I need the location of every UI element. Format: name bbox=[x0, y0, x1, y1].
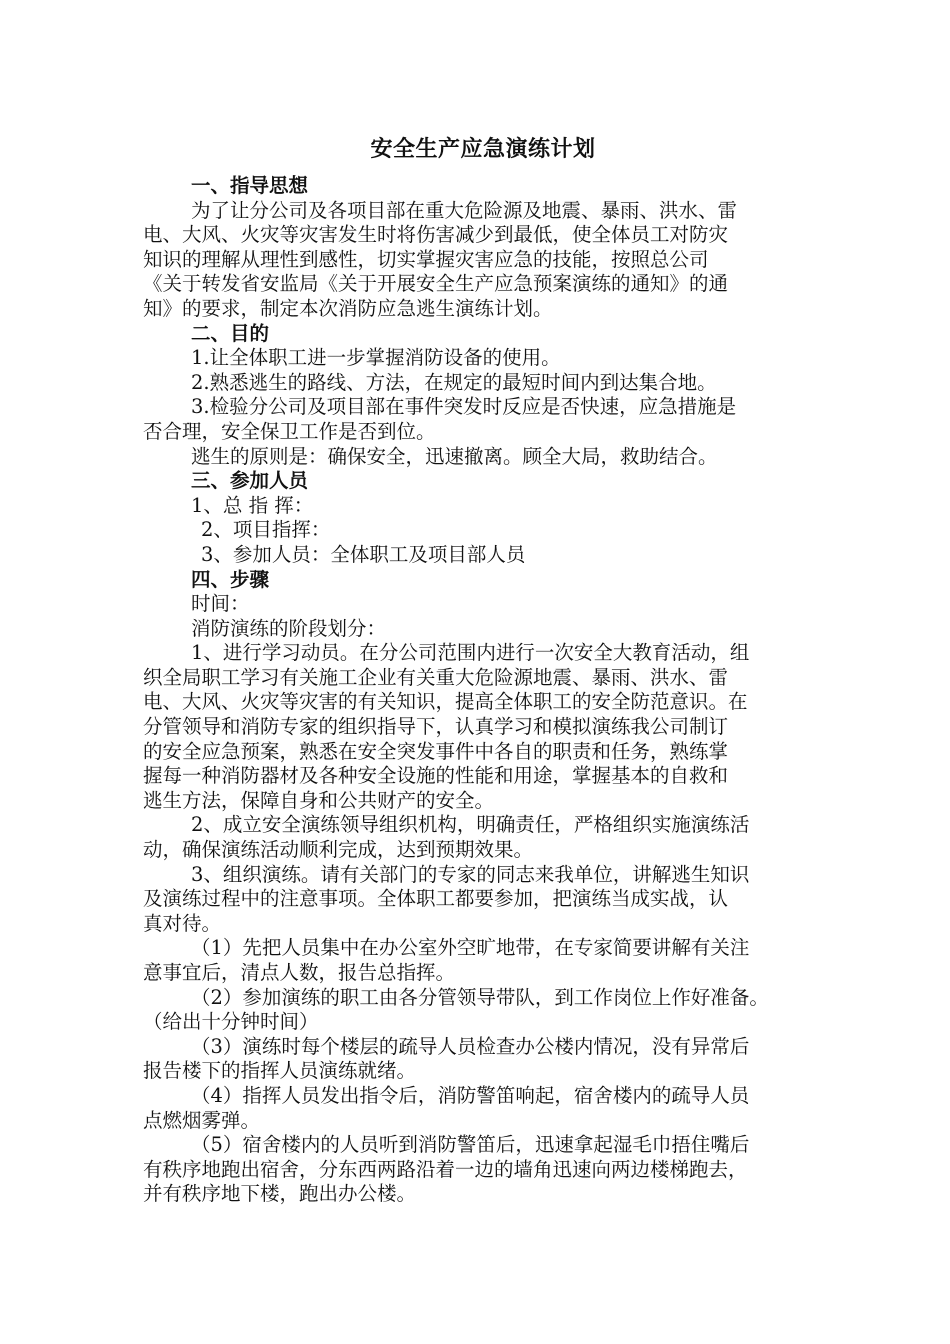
text-line: 消防演练的阶段划分： bbox=[191, 616, 387, 640]
text-line: 意事宜后，清点人数，报告总指挥。 bbox=[143, 961, 456, 984]
section-heading: 三、参加人员 bbox=[191, 469, 309, 493]
text-line: 握每一种消防器材及各种安全设施的性能和用途，掌握基本的自救和 bbox=[143, 764, 729, 788]
text-line: 2、成立安全演练领导组织机构，明确责任，严格组织实施演练活 bbox=[191, 813, 750, 837]
text-line: 知识的理解从理性到感性，切实掌握灾害应急的技能，按照总公司 bbox=[143, 247, 709, 271]
text-line: 分管领导和消防专家的组织指导下，认真学习和模拟演练我公司制订 bbox=[143, 715, 729, 739]
text-line: 2.熟悉逃生的路线、方法，在规定的最短时间内到达集合地。 bbox=[191, 370, 717, 394]
text-line: 2、项目指挥： bbox=[201, 518, 331, 542]
text-line: 1.让全体职工进一步掌握消防设备的使用。 bbox=[191, 346, 561, 370]
document-title: 安全生产应急演练计划 bbox=[370, 137, 596, 162]
text-line: 织全局职工学习有关施工企业有关重大危险源地震、暴雨、洪水、雷 bbox=[143, 665, 729, 689]
text-line: 点燃烟雾弹。 bbox=[143, 1108, 261, 1132]
text-line: 电、大风、火灾等灾害发生时将伤害减少到最低，使全体员工对防灾 bbox=[143, 223, 729, 247]
text-line: 逃生的原则是：确保安全，迅速撤离。顾全大局，救助结合。 bbox=[191, 444, 718, 468]
text-line: 3、参加人员：全体职工及项目部人员 bbox=[201, 542, 526, 566]
text-line: 为了让分公司及各项目部在重大危险源及地震、暴雨、洪水、雷 bbox=[191, 198, 738, 222]
text-line: 《关于转发省安监局《关于开展安全生产应急预案演练的通知》的通 bbox=[143, 272, 729, 296]
text-line: 真对待。 bbox=[143, 911, 222, 935]
text-line: 逃生方法，保障自身和公共财产的安全。 bbox=[143, 788, 495, 812]
text-line: （3）演练时每个楼层的疏导人员检查办公楼内情况，没有异常后 bbox=[191, 1034, 750, 1058]
section-heading: 二、目的 bbox=[191, 321, 270, 345]
text-line: （2）参加演练的职工由各分管领导带队，到工作岗位上作好准备。 bbox=[191, 985, 769, 1009]
text-line: 并有秩序地下楼，跑出办公楼。 bbox=[143, 1182, 417, 1206]
text-line: 3.检验分公司及项目部在事件突发时反应是否快速，应急措施是 bbox=[191, 395, 737, 419]
text-line: 电、大风、火灾等灾害的有关知识，提高全体职工的安全防范意识。在 bbox=[143, 690, 748, 714]
text-line: 3、组织演练。请有关部门的专家的同志来我单位，讲解逃生知识 bbox=[191, 862, 750, 886]
text-line: 报告楼下的指挥人员演练就绪。 bbox=[143, 1059, 417, 1083]
text-line: 有秩序地跑出宿舍，分东西两路沿着一边的墙角迅速向两边楼梯跑去， bbox=[143, 1157, 748, 1181]
text-line: 1、进行学习动员。在分公司范围内进行一次安全大教育活动，组 bbox=[191, 641, 750, 665]
section-heading: 四、步骤 bbox=[191, 567, 270, 591]
text-line: （1）先把人员集中在办公室外空旷地带，在专家简要讲解有关注 bbox=[191, 936, 750, 960]
text-line: 否合理，安全保卫工作是否到位。 bbox=[143, 419, 436, 443]
text-line: 动，确保演练活动顺利完成，达到预期效果。 bbox=[143, 838, 534, 862]
text-line: （5）宿舍楼内的人员听到消防警笛后，迅速拿起湿毛巾捂住嘴后 bbox=[191, 1133, 750, 1157]
document-page bbox=[143, 130, 823, 1207]
section-heading: 一、指导思想 bbox=[191, 174, 309, 197]
document-body bbox=[143, 174, 823, 1207]
text-line: 时间： bbox=[191, 592, 250, 616]
text-line: 的安全应急预案，熟悉在安全突发事件中各自的职责和任务，熟练掌 bbox=[143, 739, 729, 763]
text-line: 1、总 指 挥： bbox=[191, 493, 314, 517]
text-line: 及演练过程中的注意事项。全体职工都要参加，把演练当成实战，认 bbox=[143, 887, 729, 911]
text-line: （4）指挥人员发出指令后，消防警笛响起，宿舍楼内的疏导人员 bbox=[191, 1083, 750, 1107]
text-line: 知》的要求，制定本次消防应急逃生演练计划。 bbox=[143, 296, 553, 320]
text-line: （给出十分钟时间） bbox=[143, 1010, 319, 1034]
